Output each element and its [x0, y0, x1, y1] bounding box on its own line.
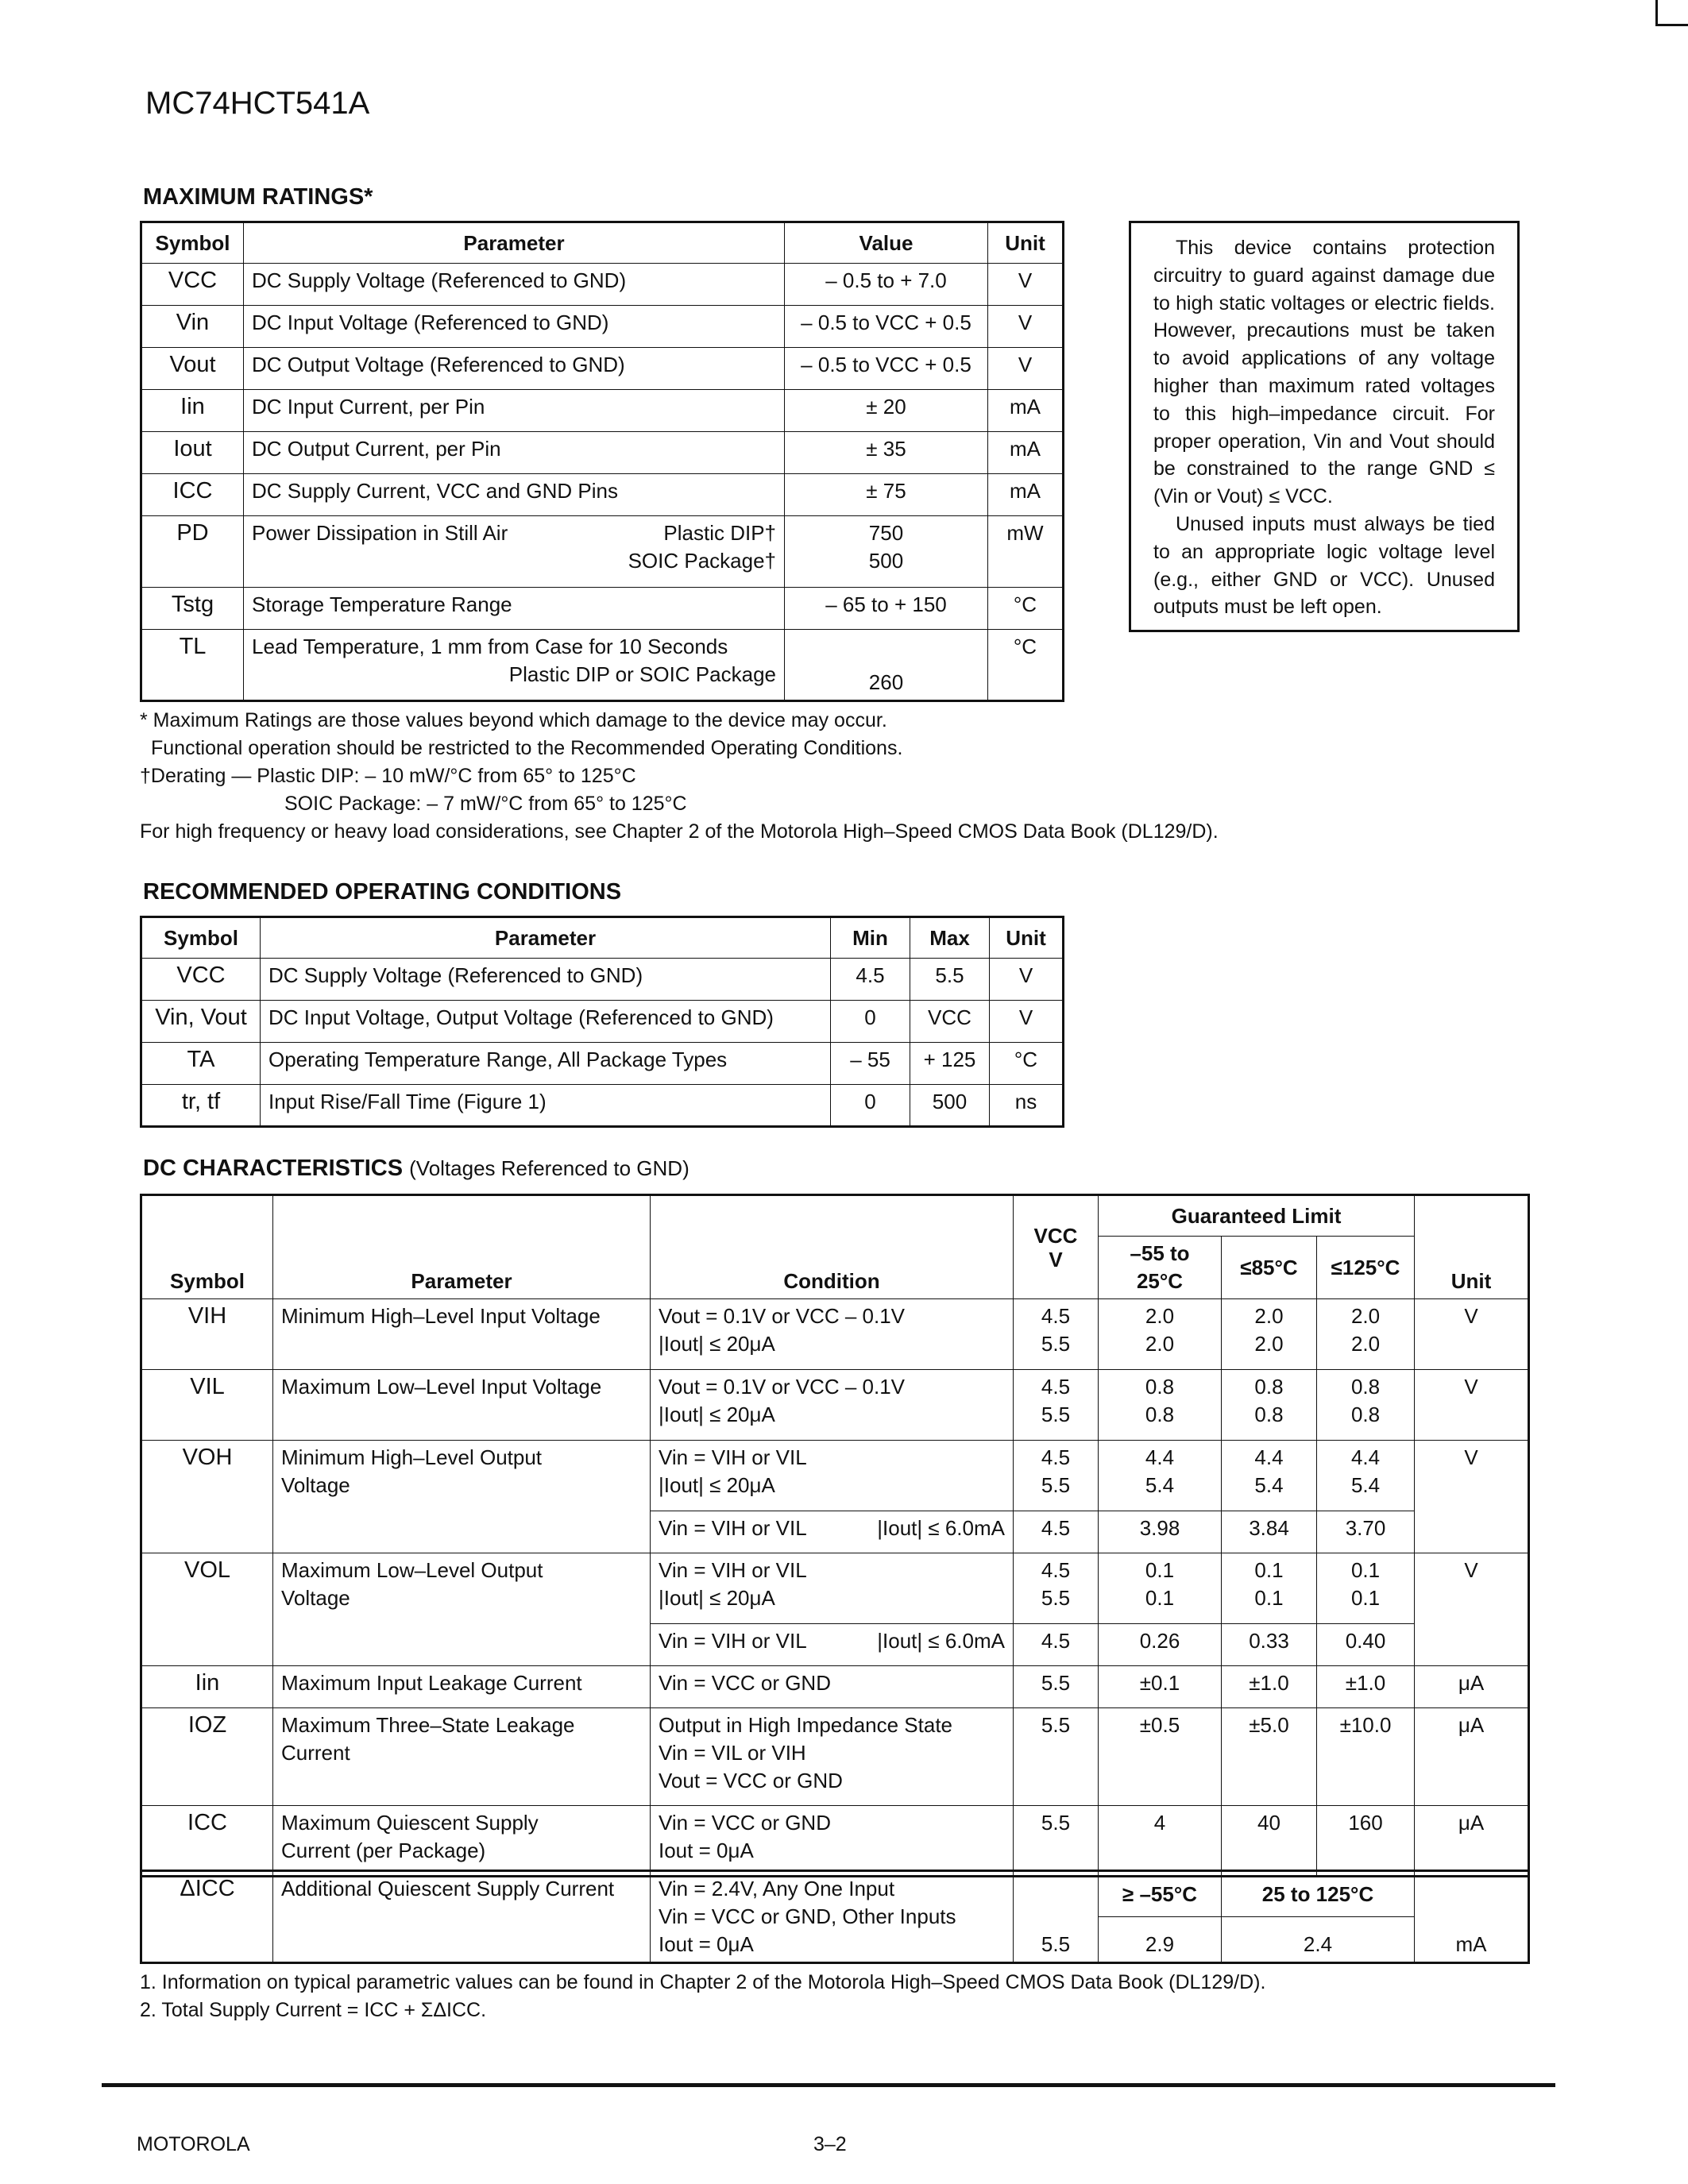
col-header: ≤85°C	[1222, 1237, 1317, 1299]
col-header: Value	[785, 222, 988, 264]
roc-table	[140, 916, 1064, 1128]
col-header: Parameter	[261, 917, 831, 959]
max-ratings-table	[140, 221, 1064, 702]
table-row: Vin = VIH or VIL |Iout| ≤ 6.0mA 4.5 3.98 3.84 3.70	[141, 1511, 1529, 1553]
col-header: VCC V	[1014, 1195, 1099, 1299]
table-row: VIH Minimum High–Level Input Voltage Vout = 0.1V or VCC – 0.1V |Iout| ≤ 20μA 4.5 5.5 2.0 2.0 2.0 2.0 2.0 2.0 V	[141, 1299, 1529, 1370]
dc-heading: DC CHARACTERISTICS (Voltages Referenced to GND)	[143, 1156, 689, 1181]
max-ratings-notes: * Maximum Ratings are those values beyond which damage to the device may occur. Functional operation should be restricted to the Recommended Operating Conditions. †Derating — Plastic DIP: – 10 mW/°C from 65° to 125°C SOIC Package: – 7 mW/°C from 65° to 125°C For high frequency or heavy load considerations, see Chapter 2 of the Motorola High–Speed CMOS Data Book (DL129/D).	[140, 709, 1219, 843]
table-row: TA Operating Temperature Range, All Package Types – 55 + 125 °C	[141, 1043, 1064, 1085]
col-header: Parameter	[273, 1195, 651, 1299]
table-row: Vin, Vout DC Input Voltage, Output Voltage (Referenced to GND) 0 VCC V	[141, 1001, 1064, 1043]
col-header: Symbol	[141, 917, 261, 959]
col-header: Unit	[1415, 1195, 1529, 1299]
col-header: Symbol	[141, 1195, 273, 1299]
table-row: Vin = VIH or VIL |Iout| ≤ 6.0mA 4.5 0.26 0.33 0.40	[141, 1624, 1529, 1666]
table-row: Tstg Storage Temperature Range – 65 to + 150 °C	[141, 588, 1064, 630]
table-row: VCC DC Supply Voltage (Referenced to GND) 4.5 5.5 V	[141, 959, 1064, 1001]
table-row: VCC DC Supply Voltage (Referenced to GND) – 0.5 to + 7.0 V	[141, 264, 1064, 306]
max-ratings-heading: MAXIMUM RATINGS*	[143, 184, 373, 210]
table-row: Iin Maximum Input Leakage Current Vin = VCC or GND 5.5 ±0.1 ±1.0 ±1.0 μA	[141, 1666, 1529, 1708]
dc-notes: 1. Information on typical parametric values can be found in Chapter 2 of the Motorola High–Speed CMOS Data Book (DL129/D). 2. Total Supply Current = ICC + ΣΔICC.	[140, 1971, 1266, 2021]
col-header: Min	[831, 917, 910, 959]
table-row: Vin DC Input Voltage (Referenced to GND) – 0.5 to VCC + 0.5 V	[141, 306, 1064, 348]
table-row: VOL Maximum Low–Level Output Voltage Vin = VIH or VIL |Iout| ≤ 20μA 4.5 5.5 0.1 0.1 0.1 0.1 0.1 0.1 V	[141, 1553, 1529, 1624]
footer-rule	[102, 2083, 1555, 2087]
table-row: VOH Minimum High–Level Output Voltage Vin = VIH or VIL |Iout| ≤ 20μA 4.5 5.5 4.4 5.4 4.4 5.4 4.4 5.4 V	[141, 1441, 1529, 1511]
page-number: 3–2	[813, 2133, 847, 2155]
table-row: ICC Maximum Quiescent Supply Current (per Package) Vin = VCC or GND Iout = 0μA 5.5 4 40 160 μA	[141, 1806, 1529, 1877]
col-header: ≤125°C	[1317, 1237, 1415, 1299]
table-row: PD Power Dissipation in Still Air Plastic DIP† SOIC Package† 750 500 mW	[141, 516, 1064, 588]
table-row: tr, tf Input Rise/Fall Time (Figure 1) 0 500 ns	[141, 1085, 1064, 1127]
col-header: ≥ –55°C	[1099, 1871, 1222, 1917]
col-header: Guaranteed Limit	[1099, 1195, 1415, 1237]
col-header: Condition	[651, 1195, 1014, 1299]
corner-crop-mark	[1655, 0, 1688, 26]
col-header: Parameter	[244, 222, 785, 264]
footer-brand: MOTOROLA	[137, 2133, 250, 2155]
table-row: TL Lead Temperature, 1 mm from Case for 10 Seconds Plastic DIP or SOIC Package 260 °C	[141, 630, 1064, 701]
col-header: Max	[910, 917, 990, 959]
table-row: Vout DC Output Voltage (Referenced to GND) – 0.5 to VCC + 0.5 V	[141, 348, 1064, 390]
col-header: Unit	[990, 917, 1064, 959]
table-row: VIL Maximum Low–Level Input Voltage Vout = 0.1V or VCC – 0.1V |Iout| ≤ 20μA 4.5 5.5 0.8 0.8 0.8 0.8 0.8 0.8 V	[141, 1370, 1529, 1441]
table-row: Iin DC Input Current, per Pin ± 20 mA	[141, 390, 1064, 432]
roc-heading: RECOMMENDED OPERATING CONDITIONS	[143, 879, 622, 905]
table-row: ΔICC Additional Quiescent Supply Current Vin = 2.4V, Any One Input Vin = VCC or GND, Other Inputs Iout = 0μA 5.5 ≥ –55°C 25 to 125°C mA	[141, 1871, 1529, 1917]
table-row: ICC DC Supply Current, VCC and GND Pins ± 75 mA	[141, 474, 1064, 516]
protection-note-box: This device contains protection circuitry to guard against damage due to high static voltages or electric fields. However, precautions must be taken to avoid applications of any voltage higher than maximum rated voltages to this high–impedance circuit. For proper operation, Vin and Vout should be constrained to the range GND ≤ (Vin or Vout) ≤ VCC. Unused inputs must always be tied to an appropriate logic voltage level (e.g., either GND or VCC). Unused outputs must be left open.	[1129, 221, 1520, 632]
table-row: 2.9 2.4	[141, 1917, 1529, 1963]
col-header: Symbol	[141, 222, 244, 264]
col-header: 25 to 125°C	[1222, 1871, 1415, 1917]
dc-table	[140, 1194, 1530, 1877]
table-row: IOZ Maximum Three–State Leakage Current Output in High Impedance State Vin = VIL or VIH Vout = VCC or GND 5.5 ±0.5 ±5.0 ±10.0 μA	[141, 1708, 1529, 1806]
table-row: Iout DC Output Current, per Pin ± 35 mA	[141, 432, 1064, 474]
page-title: MC74HCT541A	[145, 86, 370, 121]
col-header: –55 to 25°C	[1099, 1237, 1222, 1299]
col-header: Unit	[988, 222, 1064, 264]
delta-icc-table	[140, 1870, 1530, 1964]
